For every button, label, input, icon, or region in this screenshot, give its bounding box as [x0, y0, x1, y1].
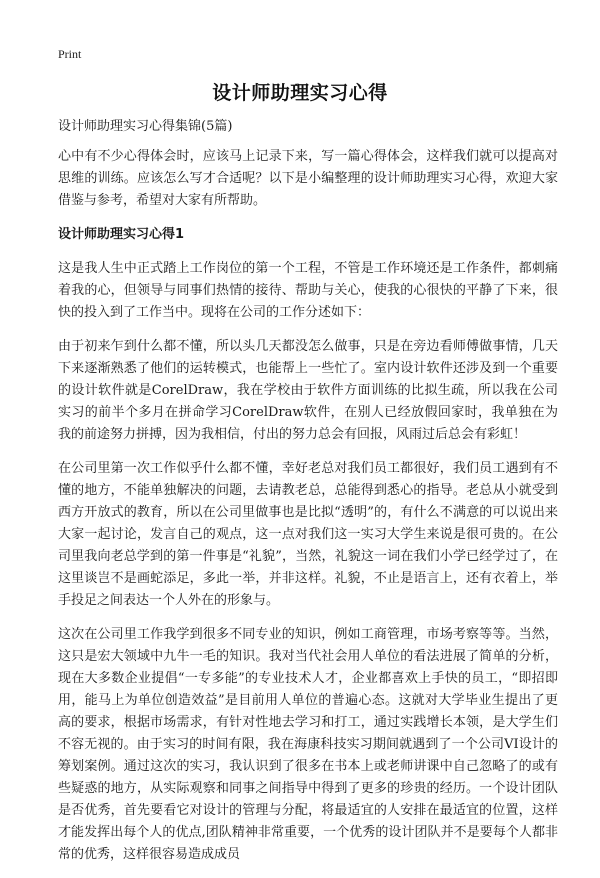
intro-paragraph: 心中有不少心得体会时，应该马上记录下来，写一篇心得体会，这样我们就可以提高对思维的训练。应该怎么写才合适呢？以下是小编整理的设计师助理实习心得，欢迎大家借鉴与参考，希望对大家有所帮助。	[58, 149, 558, 208]
section-heading: 设计师助理实习心得1	[58, 227, 185, 242]
document-body	[58, 116, 558, 878]
document-subtitle: 设计师助理实习心得集锦(5篇)	[58, 119, 233, 134]
body-paragraph: 在公司里第一次工作似乎什么都不懂，幸好老总对我们员工都很好，我们员工遇到有不懂的地方，不能单独解决的问题，去请教老总，总能得到悉心的指导。老总从小就受到西方开放式的教育，所以在公司里做事也是比拟“透明”的，有什么不满意的可以说出来大家一起讨论，发言自己的观点，这一点对我们这一实习大学生来说是很可贵的。在公司里我向老总学到的第一件事是“礼貌”，当然，礼貌这一词在我们小学已经学过了，在这里谈岂不是画蛇添足，多此一举，并非这样。礼貌，不止是语言上，还有衣着上，举手投足之间表达一个人外在的形象与。	[58, 461, 558, 608]
body-paragraph: 这是我人生中正式踏上工作岗位的第一个工程，不管是工作环境还是工作条件，都刺痛着我的心，但领导与同事们热情的接待、帮助与关心，使我的心很快的平静了下来，很快的投入到了工作当中。现将在公司的工作分述如下：	[58, 261, 558, 320]
print-link[interactable]: Print	[58, 47, 82, 61]
page-title: 设计师助理实习心得	[212, 82, 388, 104]
body-paragraph: 这次在公司里工作我学到很多不同专业的知识，例如工商管理，市场考察等等。当然，这只是宏大领域中九牛一毛的知识。我对当代社会用人单位的看法进展了简单的分析，现在大多数企业提倡“一专多能”的专业技术人才，企业都喜欢上手快的员工，“即招即用，能马上为单位创造效益”是目前用人单位的普遍心态。这就对大学毕业生提出了更高的要求，根据市场需求，有针对性地去学习和打工，通过实践增长本领，是大学生们不容无视的。由于实习的时间有限，我在海康科技实习期间就遇到了一个公司VI设计的筹划案例。通过这次的实习，我认识到了很多在书本上或老师讲课中自己忽略了的或有些疑惑的地方，从实际观察和同事之间指导中得到了更多的珍贵的经历。一个设计团队是否优秀，首先要看它对设计的管理与分配，将最适宜的人安排在最适宜的位置，这样才能发挥出每个人的优点,团队精神非常重要，一个优秀的设计团队并不是要每个人都非常的优秀，这样很容易造成成员	[58, 627, 558, 862]
body-paragraph: 由于初来乍到什么都不懂，所以头几天都没怎么做事，只是在旁边看师傅做事情，几天下来逐渐熟悉了他们的运转模式，也能帮上一些忙了。室内设计软件还涉及到一个重要的设计软件就是CorelDraw，我在学校由于软件方面训练的比拟生疏，所以我在公司实习的前半个多月在拼命学习CorelDraw软件，在别人已经放假回家时，我单独在为我的前途努力拼搏，因为我相信，付出的努力总会有回报，风雨过后总会有彩虹！	[58, 339, 558, 442]
